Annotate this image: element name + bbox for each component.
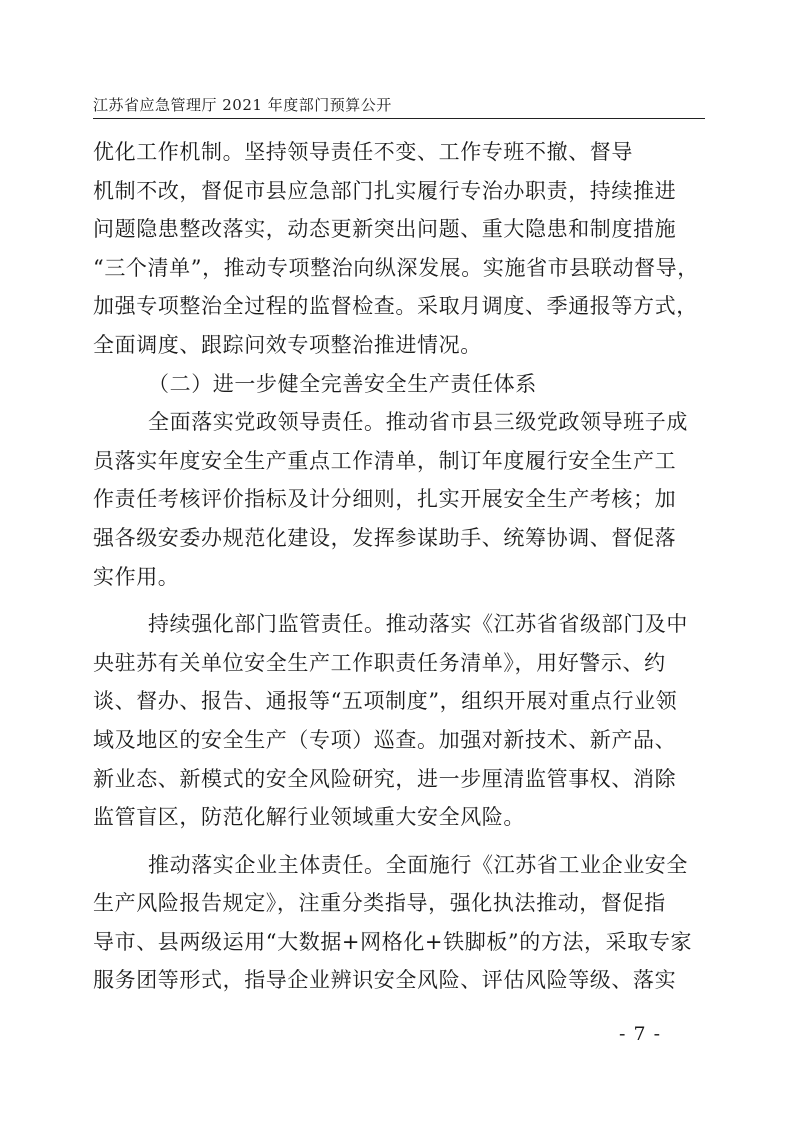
text-line: 问题隐患整改落实，动态更新突出问题、重大隐患和制度措施 [93,217,677,242]
text-line: 加强专项整治全过程的监督检查。采取月调度、季通报等方式， [93,294,698,319]
text-line: 持续强化部门监管责任。推动落实《江苏省省级部门及中 [148,612,688,637]
page-number-text: - 7 - [618,1023,661,1045]
text-line: 服务团等形式，指导企业辨识安全风险、评估风险等级、落实 [93,968,677,993]
text-line: “三个清单”，推动专项整治向纵深发展。实施省市县联动督导， [93,255,699,280]
section-heading [118,365,708,404]
text-line: 监管盲区，防范化解行业领域重大安全风险。 [93,805,525,830]
paragraph-party-leadership [93,403,708,596]
text-line: 域及地区的安全生产（专项）巡查。加强对新技术、新产品、 [93,727,677,752]
text-line: 全面调度、跟踪问效专项整治推进情况。 [93,332,482,357]
body-text [93,133,708,1000]
paragraph-enterprise-responsibility [93,846,708,1000]
section-heading-text: （二）进一步健全完善安全生产责任体系 [148,371,537,396]
text-line: 员落实年度安全生产重点工作清单，制订年度履行安全生产工 [93,448,677,473]
text-line: 生产风险报告规定》，注重分类指导，强化执法推动，督促指 [93,891,666,916]
page-number [0,1022,800,1046]
text-line: 强各级安委办规范化建设，发挥参谋助手、统筹协调、督促落 [93,525,677,550]
text-line: 机制不改，督促市县应急部门扎实履行专治办职责，持续推进 [93,178,677,203]
paragraph-continuation [93,133,708,365]
running-header: 江苏省应急管理厅 2021 年度部门预算公开 [93,96,392,114]
text-line: 作责任考核评价指标及计分细则，扎实开展安全生产考核；加 [93,487,677,512]
text-line: 实作用。 [93,564,180,589]
text-line: 谈、督办、报告、通报等“五项制度”，组织开展对重点行业领 [93,689,678,714]
paragraph-department-supervision [93,605,708,837]
text-line: 全面落实党政领导责任。推动省市县三级党政领导班子成 [148,410,688,435]
text-line: 推动落实企业主体责任。全面施行《江苏省工业企业安全 [148,852,688,877]
header-rule [93,118,705,119]
text-line: 导市、县两级运用“大数据+网格化+铁脚板”的方法，采取专家 [93,929,693,954]
text-line: 新业态、新模式的安全风险研究，进一步厘清监管事权、消除 [93,766,677,791]
text-line: 优化工作机制。坚持领导责任不变、工作专班不撤、督导 [93,140,633,164]
text-line: 央驻苏有关单位安全生产工作职责任务清单》，用好警示、约 [93,650,666,675]
